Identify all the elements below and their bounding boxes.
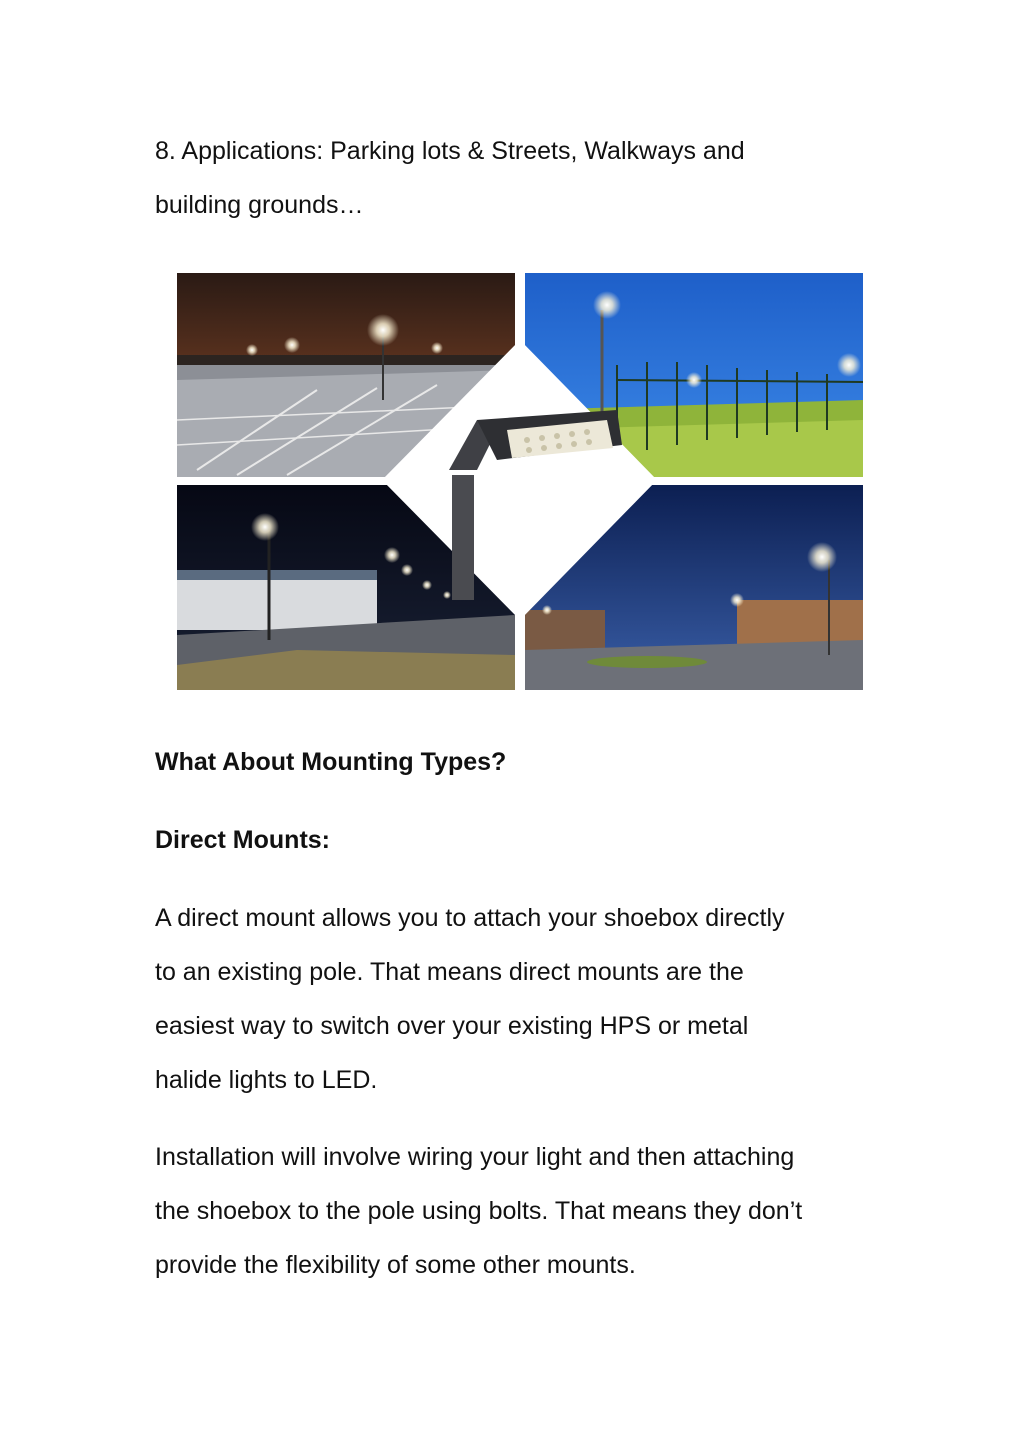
para1-line-4: halide lights to LED.: [155, 1066, 378, 1094]
intro-line-1: 8. Applications: Parking lots & Streets, Walkways and: [155, 137, 745, 165]
installation-paragraph: [155, 1130, 895, 1292]
para1-line-1: A direct mount allows you to attach your shoebox directly: [155, 904, 785, 932]
section-heading: What About Mounting Types?: [155, 748, 507, 776]
para2-line-3: provide the flexibility of some other mounts.: [155, 1251, 636, 1279]
para1-line-2: to an existing pole. That means direct mounts are the: [155, 958, 744, 986]
intro-line-2: building grounds…: [155, 191, 364, 219]
para2-line-1: Installation will involve wiring your light and then attaching: [155, 1143, 795, 1171]
para2-line-2: the shoebox to the pole using bolts. That means they don’t: [155, 1197, 803, 1225]
para1-line-3: easiest way to switch over your existing HPS or metal: [155, 1012, 749, 1040]
applications-photo-collage: [177, 270, 863, 690]
sub-heading: Direct Mounts:: [155, 826, 330, 854]
direct-mount-paragraph: [155, 891, 875, 1107]
intro-paragraph: [155, 124, 875, 232]
